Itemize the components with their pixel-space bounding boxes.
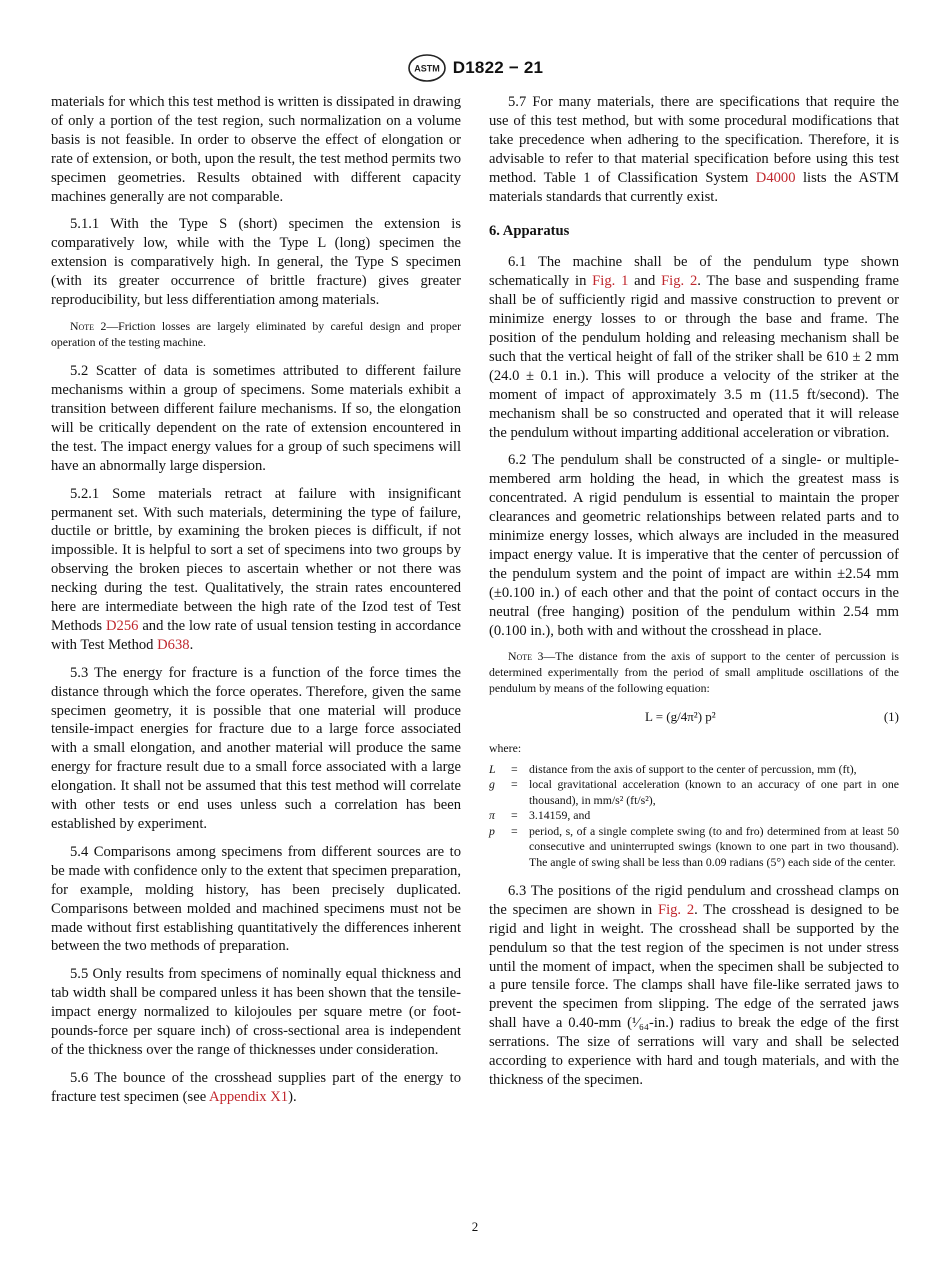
document-id: D1822 − 21 — [452, 58, 544, 77]
variable-equals: = — [511, 777, 518, 792]
note-3-label: Note 3 — [508, 649, 544, 664]
paragraph-6-3-text-a: 6.3 The positions of the rigid pendulum and crosshead clamps on the specimen are shown in — [489, 882, 899, 918]
paragraph-5-7-text-b: lists the ASTM materials standards that currently exist. — [489, 169, 899, 205]
variable-symbol: p — [489, 823, 495, 838]
variable-definitions — [489, 762, 899, 870]
variable-equals: = — [511, 762, 518, 777]
variable-row — [489, 762, 899, 777]
variable-definition: distance from the axis of support to the center of percussion, mm (ft), — [529, 762, 857, 777]
link-appendix-x1[interactable]: Appendix X1 — [209, 1088, 289, 1105]
paragraph-6-1 — [489, 253, 899, 442]
variable-definition: 3.14159, and — [529, 808, 591, 823]
left-column — [51, 93, 461, 1116]
variable-row — [489, 808, 899, 823]
link-fig-2[interactable]: Fig. 2 — [661, 273, 698, 290]
variable-symbol: L — [489, 762, 496, 777]
paragraph-6-1-text-b: and — [628, 273, 662, 290]
paragraph-6-2: 6.2 The pendulum shall be constructed of a single- or multiple-membered arm holding the head, in which the greatest mass is concentrated. A rigid pendulum is essential to maintain the proper clearances and geometric relationships between related parts and to minimize energy losses, which always are included in the measured impact energy value. It is imperative that the center of percussion of the pendulum system and the point of impact are within ±2.54 mm (±0.100 in.) of each other and that the point of contact occurs in the neutral (free hanging) position of the pendulum within 2.54 mm (0.100 in.), both with and without the crosshead in place. — [489, 452, 899, 639]
link-d4000[interactable]: D4000 — [755, 169, 796, 186]
link-d256[interactable]: D256 — [105, 617, 139, 634]
paragraph-5-1-continued: materials for which this test method is written is dissipated in drawing of only a portion of the test region, such normalization on a volume basis is not feasible. In order to observe the effect of elongation or rate of extension, or both, upon the result, the test method permits two specimen geometries. Results obtained with different capacity machines generally are not comparable. — [51, 94, 461, 205]
page-header — [0, 50, 950, 86]
paragraph-5-2-1-text-c: . — [189, 636, 194, 653]
paragraph-5-4: 5.4 Comparisons among specimens from different sources are to be made with confidence only to the extent that specimen preparation, for example, molding history, has been precisely duplicated. Comparisons between molded and machined specimens must not be made without first establishing quantitatively the differences inherent between the two methods of preparation. — [51, 843, 461, 955]
variable-definition: period, s, of a single complete swing (to and fro) determined from at least 50 consecutive and uninterrupted swings (known to one part in two thousand). The angle of swing shall be less than 0.09 radians (5°) each side of the center. — [529, 823, 899, 869]
page-number: 2 — [471, 1219, 479, 1234]
note-3 — [489, 649, 899, 696]
paragraph-5-7 — [489, 93, 899, 206]
paragraph-5-5: 5.5 Only results from specimens of nominally equal thickness and tab width shall be compared unless it has been shown that the tensile-impact energy normalized to kilojoules per square metre (or foot-pounds-force per square inch) of cross-sectional area is independent of the thickness over the range of thicknesses under consideration. — [51, 966, 461, 1058]
paragraph-6-1-text-a: 6.1 The machine shall be of the pendulum type shown schematically in — [489, 254, 899, 290]
variable-symbol: π — [489, 808, 495, 823]
paragraph-5-6 — [51, 1069, 461, 1107]
note-2-label: Note 2 — [70, 318, 107, 333]
paragraph-6-3 — [489, 882, 899, 1090]
svg-text:ASTM: ASTM — [414, 63, 440, 74]
paragraph-5-2: 5.2 Scatter of data is sometimes attributed to different failure mechanisms within a group of specimens. Some materials exhibit a transition between different failure mechanisms. If so, the elongation will be critically dependent on the rate of extension encountered in the test. The impact energy values for a group of such specimens will have an abnormally large dispersion. — [51, 363, 461, 474]
note-2 — [51, 319, 461, 350]
where-label: where: — [489, 741, 522, 756]
paragraph-5-1-1: 5.1.1 With the Type S (short) specimen the extension is comparatively low, while with the Type L (long) specimen the extension is comparatively high. In general, the Type S specimen (with its greater occurrence of brittle fracture) gives greater reproducibility, but less differentiation among materials. — [51, 216, 461, 309]
section-heading-apparatus: 6. Apparatus — [489, 223, 570, 240]
paragraph-5-3: 5.3 The energy for fracture is a function of the force times the distance through which the force operates. Therefore, given the same specimen geometry, it is possible that one material will produce tensile-impact energies for fracture due to a large force associated with a small elongation, and another material will produce the same energy for fracture result due to a small force associated with a large elongation. It shall not be assumed that this test method will correlate with other tests or end uses unless such a correlation has been established by experiment. — [51, 664, 461, 832]
paragraph-6-1-text-c: . The base and suspending frame shall be of sufficiently rigid and massive construction to prevent or minimize energy losses to or through the base and frame. The position of the pendulum holding and releasing mechanism shall be such that the vertical height of fall of the striker shall be 610 ± 2 mm (24.0 ± 0.1 in.). This will produce a velocity of the striker at the moment of impact of approximately 3.5 m (11.5 ft/second). The mechanism shall be so constructed and operated that it will release the pendulum without imparting additional acceleration or vibration. — [489, 273, 900, 441]
paragraph-5-2-1-text-b: and the low rate of usual tension testing in accordance with Test Method — [51, 617, 461, 653]
link-fig-2-b[interactable]: Fig. 2 — [657, 901, 695, 918]
paragraph-5-6-text-b: ). — [288, 1088, 297, 1105]
link-d638[interactable]: D638 — [157, 636, 190, 653]
paragraph-5-2-1-text-a: 5.2.1 Some materials retract at failure with insignificant permanent set. With such materials, determining the type of failure, ductile or brittle, by examining the broken pieces is difficult, if not impossible. It is helpful to sort a set of specimens into two groups by observing the broken pieces to ascertain whether or not there was necking during the test. Qualitatively, the strain rates encountered here are intermediate between the high rate of the Izod test of Test Methods — [51, 485, 461, 634]
paragraph-6-3-text-b: . The crosshead is designed to be rigid and light in weight. The crosshead shall be supported by the pendulum so that the test region of the specimen is not under stress until the moment of impact, when the specimen shall be subjected to a pure tensile force. The clamps shall have file-like serrated jaws to prevent the specimen from slipping. The edge of the serrated jaws shall have a 0.40-mm (¹⁄₆₄-in.) radius to break the edge of the first serrations. The size of serrations will vary and shall be selected according to experience with hard and tough materials, and with the thickness of the specimen. — [489, 901, 899, 1088]
paragraph-5-2-1 — [51, 485, 461, 655]
right-column — [489, 93, 899, 1099]
equation-number: (1) — [883, 709, 899, 725]
equation-expression: L = (g/4π²) p² — [645, 709, 716, 725]
variable-definition: local gravitational acceleration (known to an accuracy of one part in one thousand), in mm/s² (ft/s²), — [529, 777, 899, 807]
astm-logo-icon — [407, 53, 447, 83]
variable-symbol: g — [489, 777, 495, 792]
note-2-text: —Friction losses are largely eliminated by careful design and proper operation of the testing machine. — [51, 318, 461, 349]
equation-1 — [489, 708, 899, 727]
paragraph-5-6-text-a: 5.6 The bounce of the crosshead supplies part of the energy to fracture test specimen (see — [51, 1069, 461, 1105]
variable-equals: = — [511, 808, 518, 823]
note-3-text: —The distance from the axis of support to the center of percussion is determined experimentally from the period of small amplitude oscillations of the pendulum by means of the following equation: — [489, 649, 900, 695]
paragraph-5-7-text-a: 5.7 For many materials, there are specifications that require the use of this test method, but with some procedural modifications that take precedence when adhering to the specification. Therefore, it is advisable to refer to that material specification before using this test method. Table 1 of Classification System — [489, 94, 899, 186]
variable-row — [489, 824, 899, 870]
variable-equals: = — [511, 823, 518, 838]
variable-row — [489, 777, 899, 808]
link-fig-1[interactable]: Fig. 1 — [592, 273, 629, 290]
